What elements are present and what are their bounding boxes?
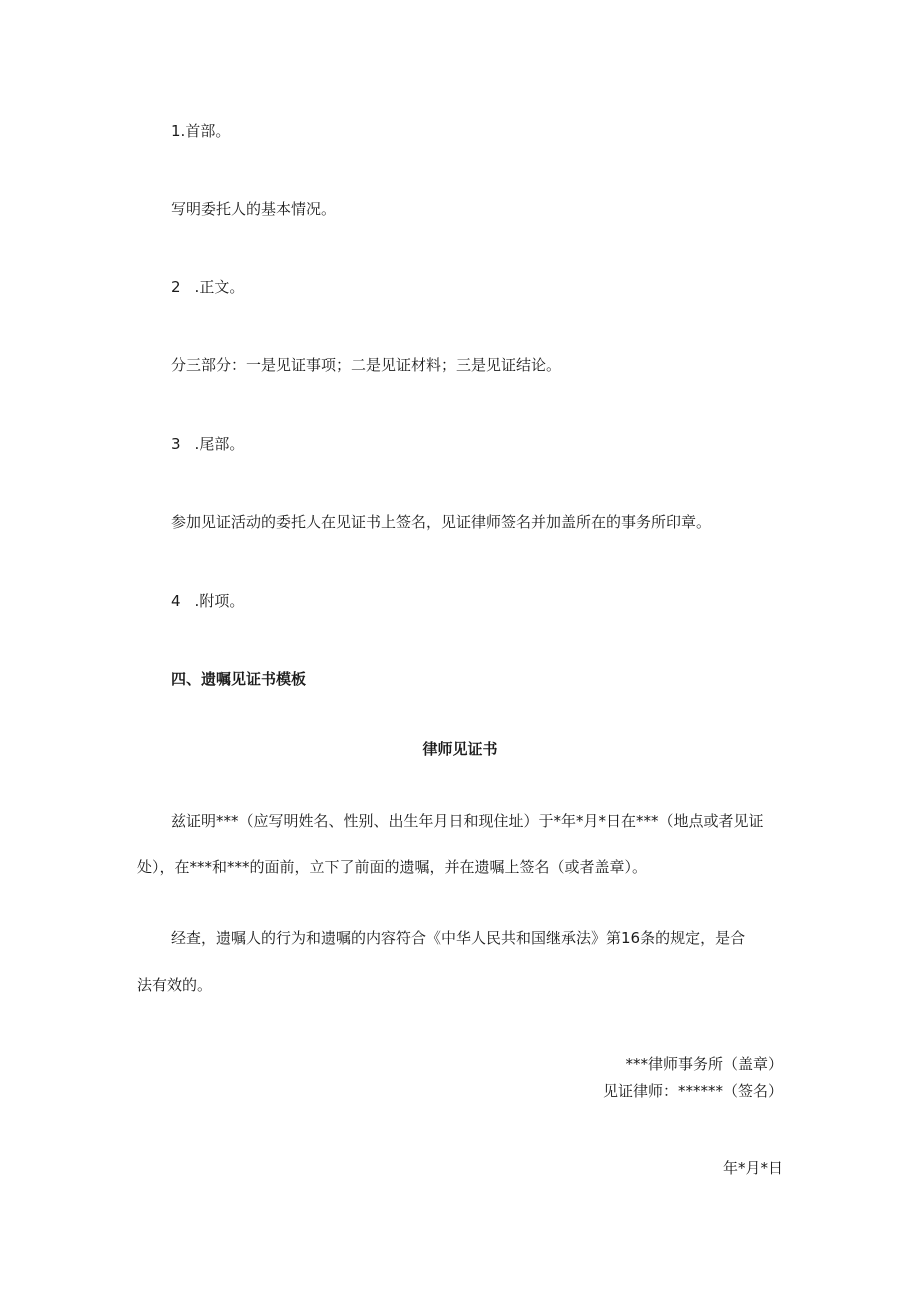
section-3-heading: [171, 437, 244, 452]
section-1-heading: [171, 124, 230, 139]
section-3-body: 参加见证活动的委托人在见证书上签名，见证律师签名并加盖所在的事务所印章。: [171, 513, 712, 531]
section-2-title: .正文。: [194, 278, 245, 296]
section-1-title: 首部。: [185, 122, 231, 140]
section-4-number: 4: [171, 592, 181, 610]
certificate-para1-line1: 兹证明***（应写明姓名、性别、出生年月日和现住址）于*年*月*日在***（地点或者见证: [171, 812, 764, 830]
template-heading: 四、遗嘱见证书模板: [171, 670, 307, 688]
section-4-heading: [171, 594, 244, 609]
certificate-para2-line1: 经查，遗嘱人的行为和遗嘱的内容符合《中华人民共和国继承法》第16条的规定，是合: [171, 929, 746, 947]
section-2-heading: [171, 280, 244, 295]
firm-signature: ***律师事务所（盖章）: [625, 1055, 783, 1073]
lawyer-signature: 见证律师：******（签名）: [602, 1082, 783, 1100]
section-1-body: 写明委托人的基本情况。: [171, 200, 337, 218]
certificate-para2-line2: 法有效的。: [137, 976, 213, 994]
section-4-title: .附项。: [194, 592, 245, 610]
certificate-para1-line2: 处），在***和***的面前，立下了前面的遗嘱，并在遗嘱上签名（或者盖章）。: [137, 858, 648, 876]
certificate-title: 律师见证书: [422, 740, 498, 758]
section-2-number: 2: [171, 278, 181, 296]
section-1-number: 1.: [171, 122, 186, 140]
certificate-date: 年*月*日: [722, 1159, 783, 1177]
section-3-title: .尾部。: [194, 435, 245, 453]
section-2-body: 分三部分：一是见证事项；二是见证材料；三是见证结论。: [171, 356, 562, 374]
section-3-number: 3: [171, 435, 181, 453]
